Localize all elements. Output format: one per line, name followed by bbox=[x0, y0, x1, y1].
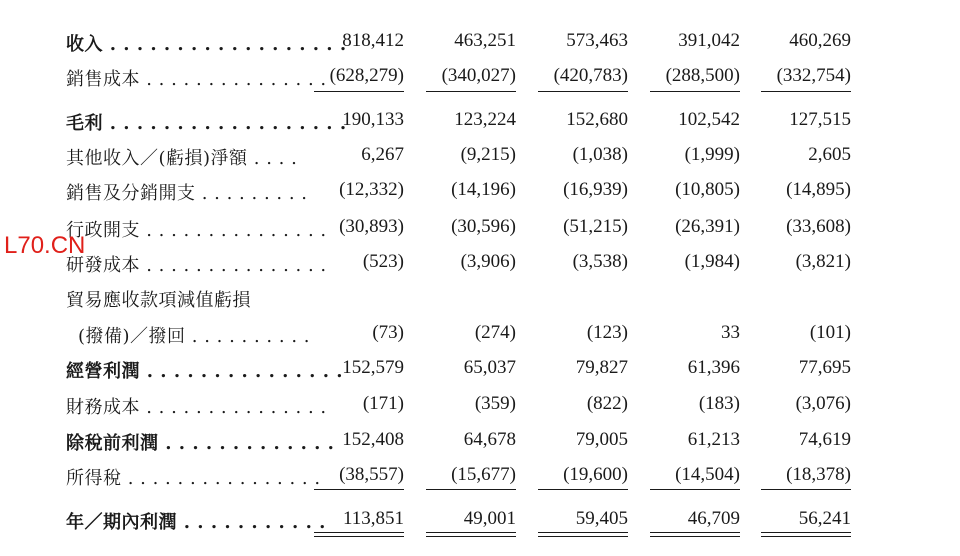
row-label: 其他收入／(虧損)淨額 . . . . bbox=[66, 148, 298, 169]
value-cell: (73) bbox=[372, 322, 404, 343]
value-cell: 123,224 bbox=[454, 109, 516, 130]
row-label: 行政開支 . . . . . . . . . . . . . . . bbox=[66, 220, 327, 241]
value-cell: (1,999) bbox=[684, 144, 740, 165]
value-cell: 33 bbox=[721, 322, 740, 343]
value-cell: 127,515 bbox=[789, 109, 851, 130]
value-cell: 46,709 bbox=[687, 508, 740, 529]
row-label: 經營利潤 . . . . . . . . . . . . . . . bbox=[66, 361, 343, 382]
value-cell: 460,269 bbox=[789, 30, 851, 51]
value-cell: (1,038) bbox=[572, 144, 628, 165]
table-row bbox=[66, 351, 866, 386]
value-cell: 79,005 bbox=[575, 429, 628, 450]
value-cell: (340,027) bbox=[441, 65, 516, 86]
value-cell: (359) bbox=[474, 393, 516, 414]
value-cell: (628,279) bbox=[329, 65, 404, 86]
value-cell: (19,600) bbox=[563, 464, 628, 485]
value-cell: (288,500) bbox=[665, 65, 740, 86]
value-cell: (183) bbox=[698, 393, 740, 414]
table-row bbox=[66, 423, 866, 458]
value-cell: (274) bbox=[474, 322, 516, 343]
row-label: 所得稅 . . . . . . . . . . . . . . . . bbox=[66, 468, 321, 489]
table-row bbox=[66, 280, 866, 315]
value-cell: (33,608) bbox=[786, 216, 851, 237]
value-cell: 573,463 bbox=[566, 30, 628, 51]
underline bbox=[426, 489, 516, 490]
value-cell: (420,783) bbox=[553, 65, 628, 86]
value-cell: (51,215) bbox=[563, 216, 628, 237]
row-label: (撥備)／撥回 . . . . . . . . . . bbox=[78, 326, 310, 347]
value-cell: 61,396 bbox=[687, 357, 740, 378]
value-cell: (523) bbox=[362, 251, 404, 272]
value-cell: 77,695 bbox=[798, 357, 851, 378]
row-label: 財務成本 . . . . . . . . . . . . . . . bbox=[66, 397, 327, 418]
value-cell: 49,001 bbox=[463, 508, 516, 529]
value-cell: (171) bbox=[362, 393, 404, 414]
double-underline bbox=[426, 532, 516, 537]
value-cell: (9,215) bbox=[460, 144, 516, 165]
row-label: 收入 . . . . . . . . . . . . . . . . . . bbox=[66, 34, 347, 55]
value-cell: (3,538) bbox=[572, 251, 628, 272]
underline bbox=[761, 91, 851, 92]
value-cell: 190,133 bbox=[342, 109, 404, 130]
row-label: 年／期內利潤 . . . . . . . . . . . bbox=[66, 512, 326, 533]
table-row bbox=[66, 387, 866, 422]
row-label: 除稅前利潤 . . . . . . . . . . . . . bbox=[66, 433, 335, 454]
value-cell: 2,605 bbox=[808, 144, 851, 165]
value-cell: (3,821) bbox=[795, 251, 851, 272]
value-cell: (10,805) bbox=[675, 179, 740, 200]
value-cell: (822) bbox=[586, 393, 628, 414]
underline bbox=[538, 91, 628, 92]
underline bbox=[538, 489, 628, 490]
underline bbox=[650, 91, 740, 92]
value-cell: (26,391) bbox=[675, 216, 740, 237]
underline bbox=[314, 489, 404, 490]
value-cell: 391,042 bbox=[678, 30, 740, 51]
value-cell: (123) bbox=[586, 322, 628, 343]
value-cell: (14,504) bbox=[675, 464, 740, 485]
value-cell: 65,037 bbox=[463, 357, 516, 378]
value-cell: 6,267 bbox=[361, 144, 404, 165]
value-cell: 818,412 bbox=[342, 30, 404, 51]
value-cell: 152,408 bbox=[342, 429, 404, 450]
row-label: 貿易應收款項減值虧損 bbox=[66, 290, 251, 311]
table-row bbox=[66, 138, 866, 173]
value-cell: 56,241 bbox=[798, 508, 851, 529]
value-cell: (3,906) bbox=[460, 251, 516, 272]
double-underline bbox=[761, 532, 851, 537]
underline bbox=[314, 91, 404, 92]
value-cell: 74,619 bbox=[798, 429, 851, 450]
table-row bbox=[66, 173, 866, 208]
row-label: 銷售及分銷開支 . . . . . . . . . bbox=[66, 183, 308, 204]
table-row bbox=[66, 210, 866, 245]
underline bbox=[761, 489, 851, 490]
double-underline bbox=[314, 532, 404, 537]
value-cell: (1,984) bbox=[684, 251, 740, 272]
table-row bbox=[66, 24, 866, 59]
table-row bbox=[66, 316, 866, 351]
table-row bbox=[66, 103, 866, 138]
double-underline bbox=[650, 532, 740, 537]
underline bbox=[426, 91, 516, 92]
value-cell: (14,895) bbox=[786, 179, 851, 200]
value-cell: 152,579 bbox=[342, 357, 404, 378]
table-row bbox=[66, 59, 866, 94]
value-cell: (30,893) bbox=[339, 216, 404, 237]
value-cell: 59,405 bbox=[575, 508, 628, 529]
value-cell: 64,678 bbox=[463, 429, 516, 450]
watermark-logo: L70.CN bbox=[4, 232, 86, 259]
underline bbox=[650, 489, 740, 490]
value-cell: (14,196) bbox=[451, 179, 516, 200]
value-cell: (101) bbox=[809, 322, 851, 343]
value-cell: (16,939) bbox=[563, 179, 628, 200]
double-underline bbox=[538, 532, 628, 537]
value-cell: 113,851 bbox=[342, 508, 404, 529]
value-cell: (12,332) bbox=[339, 179, 404, 200]
value-cell: 102,542 bbox=[678, 109, 740, 130]
row-label: 銷售成本 . . . . . . . . . . . . . . . bbox=[66, 69, 327, 90]
value-cell: 79,827 bbox=[575, 357, 628, 378]
value-cell: (30,596) bbox=[451, 216, 516, 237]
value-cell: (332,754) bbox=[776, 65, 851, 86]
value-cell: (18,378) bbox=[786, 464, 851, 485]
value-cell: 152,680 bbox=[566, 109, 628, 130]
value-cell: (3,076) bbox=[795, 393, 851, 414]
row-label: 研發成本 . . . . . . . . . . . . . . . bbox=[66, 255, 327, 276]
table-row bbox=[66, 245, 866, 280]
value-cell: (38,557) bbox=[339, 464, 404, 485]
value-cell: 463,251 bbox=[454, 30, 516, 51]
value-cell: 61,213 bbox=[687, 429, 740, 450]
row-label: 毛利 . . . . . . . . . . . . . . . . . . bbox=[66, 113, 347, 134]
value-cell: (15,677) bbox=[451, 464, 516, 485]
